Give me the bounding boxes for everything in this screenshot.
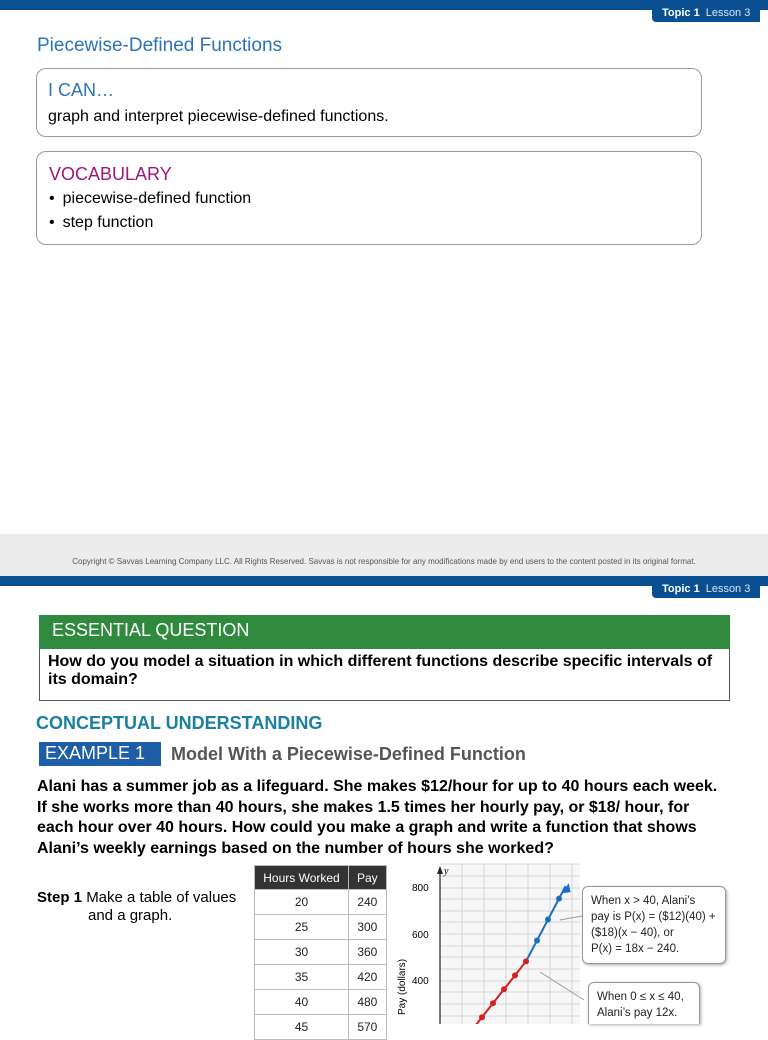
vocabulary-box	[36, 151, 702, 245]
example-title: Model With a Piecewise-Defined Function	[171, 744, 526, 764]
callout-line: pay is P(x) = ($12)(40) +	[591, 911, 716, 923]
y-tick-label: 400	[412, 976, 429, 987]
callout-line: ($18)(x − 40), or	[591, 927, 674, 939]
y-axis-label: Pay (dollars)	[397, 958, 408, 1015]
problem-text: Alani has a summer job as a lifeguard. She makes $12/hour for up to 40 hours each week. If she works more than 40 hours, she makes 1.5 times her hourly pay, or $18/ hour, for each hour over 40 hours. How could you make a graph and write a function that shows Alani’s weekly earnings based on the number of hours she worked?	[37, 778, 718, 857]
table-row	[255, 915, 387, 940]
topic-label: Topic 1	[662, 7, 700, 19]
section-heading: CONCEPTUAL UNDERSTANDING	[36, 713, 323, 733]
footer	[0, 534, 768, 576]
table-cell: 300	[349, 915, 387, 940]
step-1	[37, 889, 252, 925]
vocabulary-heading: VOCABULARY	[49, 164, 172, 184]
table-row	[255, 890, 387, 915]
data-point	[523, 958, 529, 964]
essential-question-heading: ESSENTIAL QUESTION	[39, 615, 730, 649]
vocabulary-list	[49, 190, 251, 238]
table-row	[255, 965, 387, 990]
step-label: Step 1	[37, 889, 83, 906]
table-cell: 25	[255, 915, 349, 940]
example-label: EXAMPLE 1	[39, 742, 161, 766]
table-header-row	[255, 866, 387, 890]
callout-line: When 0 ≤ x ≤ 40,	[597, 991, 684, 1003]
y-axis-var: y	[444, 866, 449, 877]
callout-line: P(x) = 18x − 240.	[591, 943, 680, 955]
column-header: Hours Worked	[255, 866, 349, 890]
ican-box	[36, 68, 702, 137]
callout-line: When x > 40, Alani’s	[591, 895, 696, 907]
values-table	[254, 865, 387, 1040]
data-point	[556, 896, 562, 902]
callout-line: Alani’s pay 12x.	[597, 1007, 678, 1019]
data-point	[490, 1000, 496, 1006]
data-point	[512, 972, 518, 978]
step-text-line2: and a graph.	[88, 907, 173, 924]
essential-question-text: How do you model a situation in which different functions describe specific intervals of its domain?	[39, 649, 730, 701]
callout-up-to-40	[588, 982, 700, 1024]
data-point	[534, 937, 540, 943]
table-cell: 40	[255, 990, 349, 1015]
topic-tab	[652, 580, 760, 598]
step-text-line1: Make a table of values	[86, 889, 237, 906]
lesson-label: Lesson 3	[705, 7, 751, 19]
table-cell: 360	[349, 940, 387, 965]
table-row	[255, 1015, 387, 1040]
table-cell: 240	[349, 890, 387, 915]
data-point	[479, 1014, 485, 1020]
table-row	[255, 940, 387, 965]
column-header: Pay	[349, 866, 387, 890]
callout-over-40	[582, 886, 726, 964]
table-cell: 570	[349, 1015, 387, 1040]
topic-label: Topic 1	[662, 583, 700, 595]
vocabulary-item: • step function	[49, 214, 251, 238]
copyright-text: Copyright © Savvas Learning Company LLC. All Rights Reserved. Savvas is not responsible for any modifications made by end users to the content posted in its original format.	[72, 557, 696, 566]
vocabulary-item: • piecewise-defined function	[49, 190, 251, 214]
table-row	[255, 990, 387, 1015]
lesson-label: Lesson 3	[705, 583, 751, 595]
ican-text: graph and interpret piecewise-defined functions.	[48, 108, 389, 125]
pay-graph	[390, 860, 590, 1024]
table-cell: 480	[349, 990, 387, 1015]
data-point	[501, 986, 507, 992]
page-title: Piecewise-Defined Functions	[37, 35, 283, 56]
table-cell: 30	[255, 940, 349, 965]
table-cell: 420	[349, 965, 387, 990]
table-cell: 20	[255, 890, 349, 915]
data-point	[545, 917, 551, 923]
ican-heading: I CAN…	[48, 80, 115, 100]
y-tick-label: 600	[412, 930, 429, 941]
topic-tab	[652, 4, 760, 22]
y-tick-label: 800	[412, 883, 429, 894]
table-cell: 35	[255, 965, 349, 990]
table-cell: 45	[255, 1015, 349, 1040]
